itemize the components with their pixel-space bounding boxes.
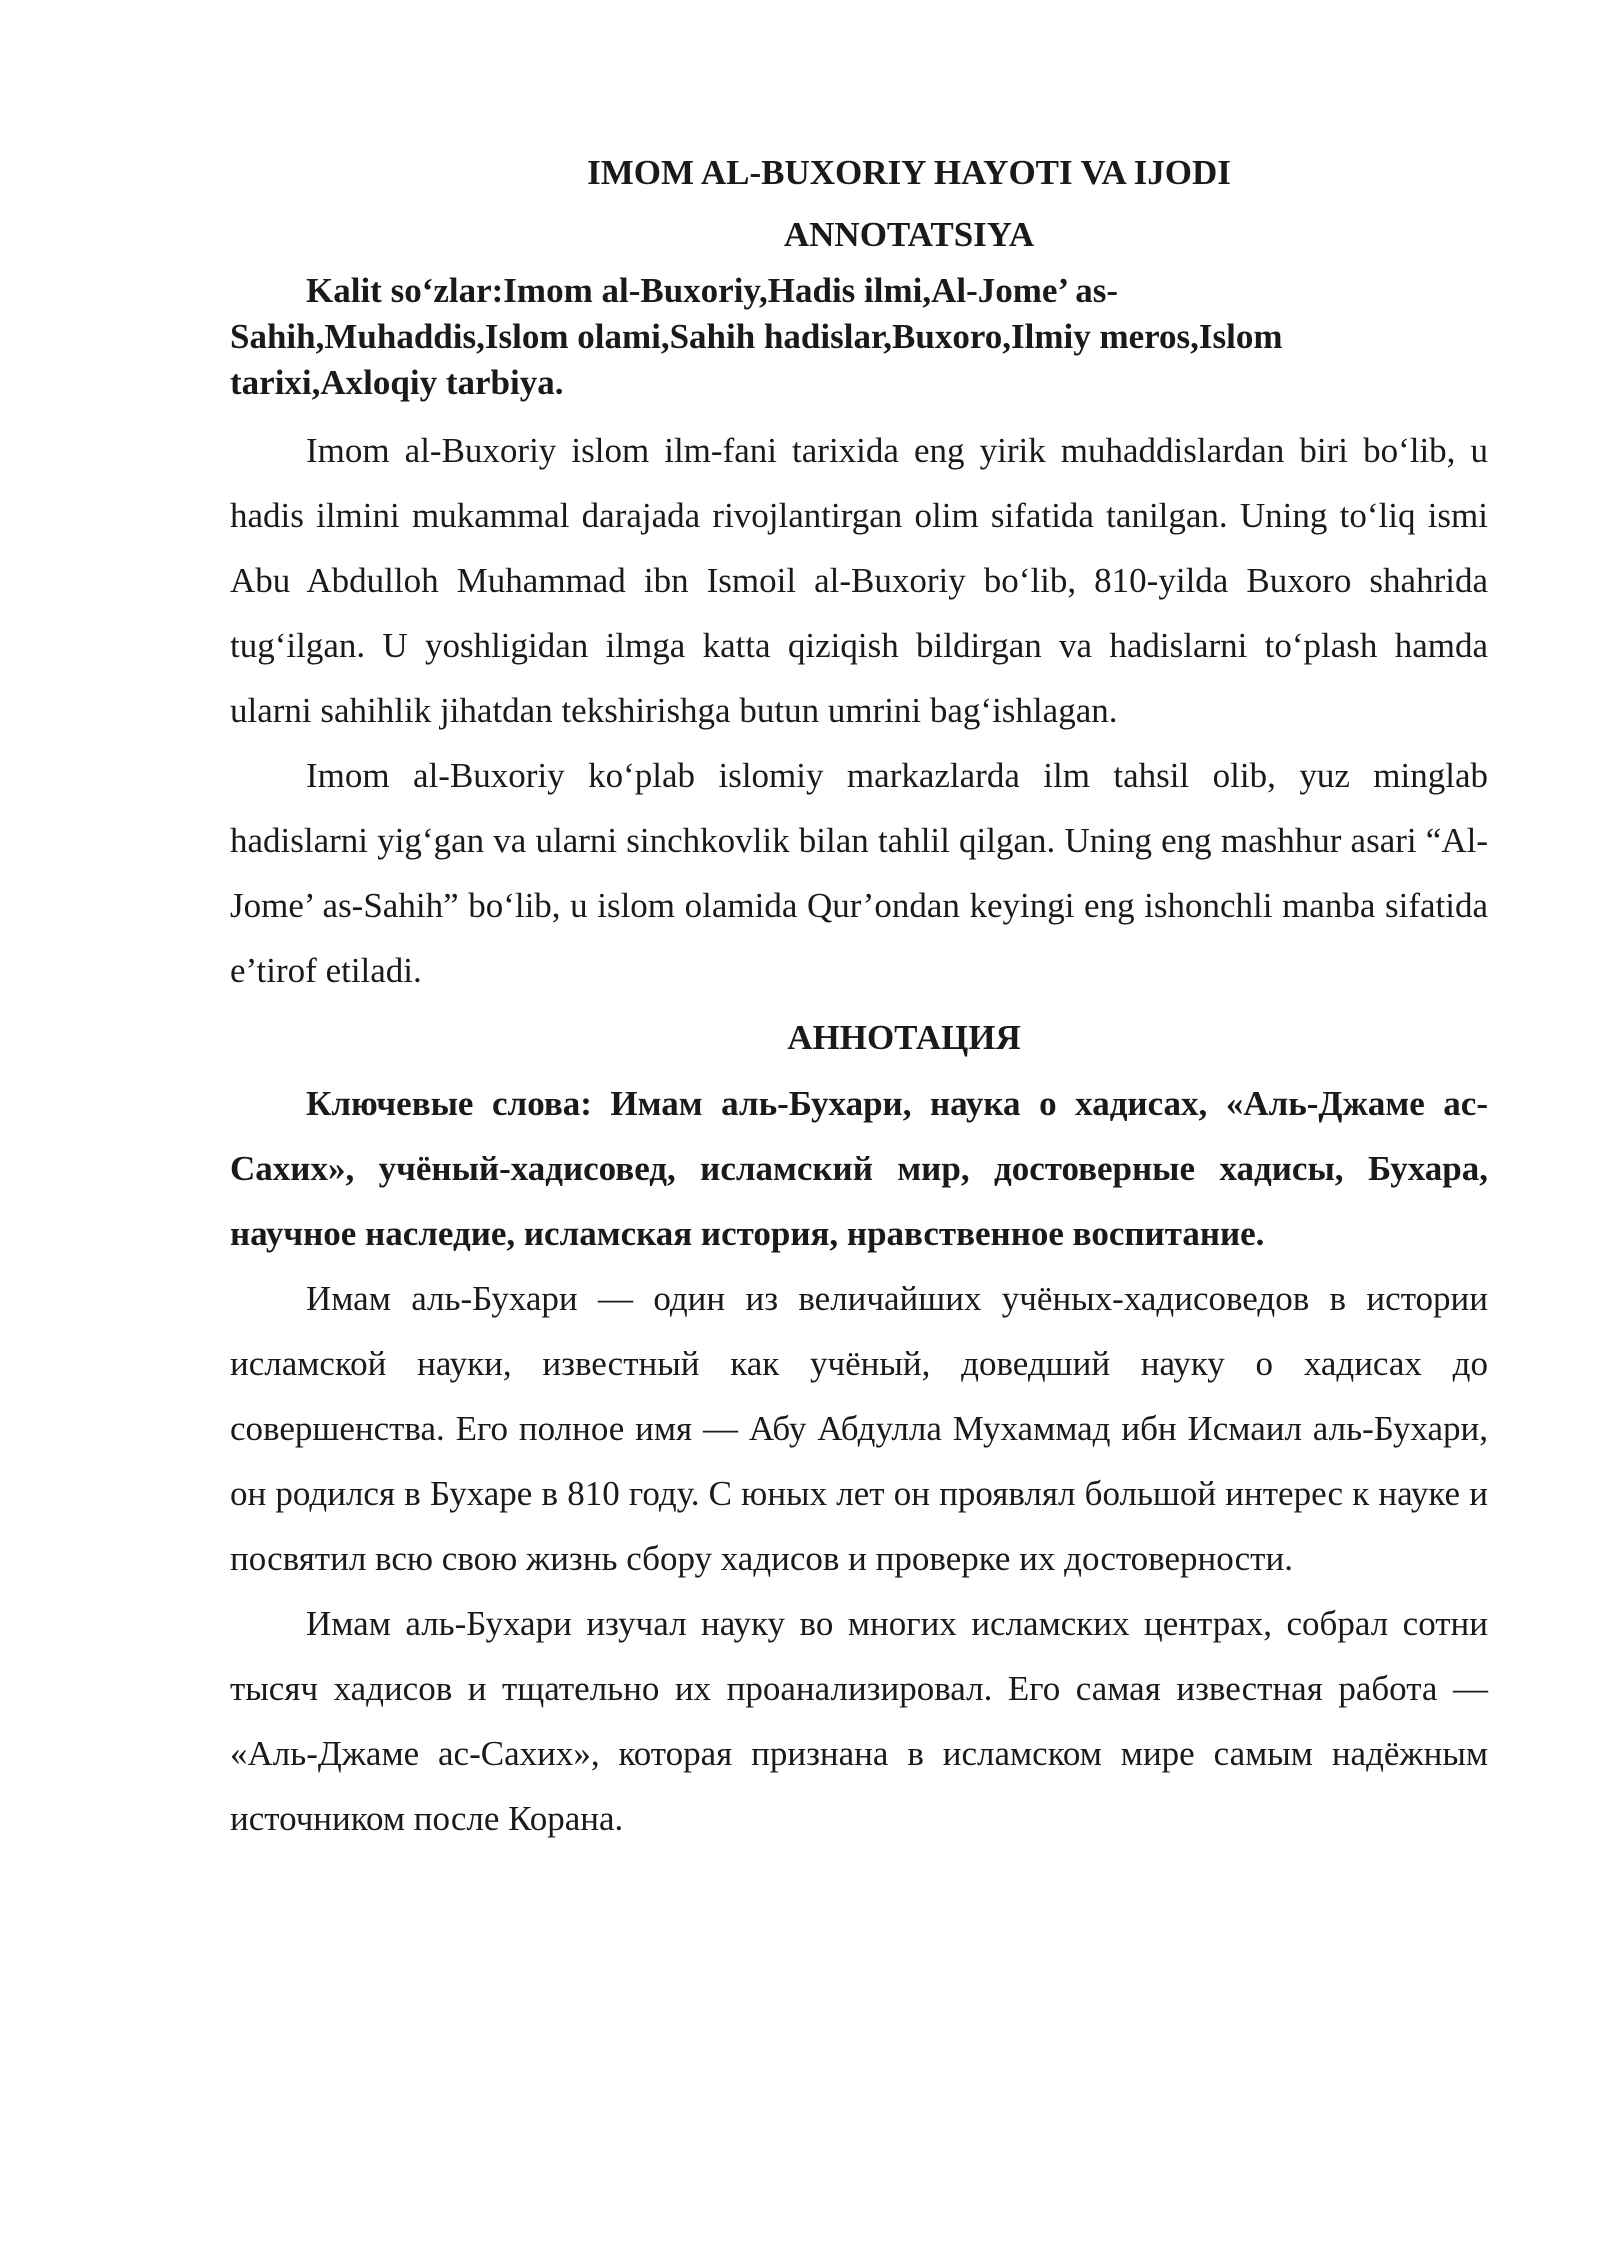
paragraph-uz-2: Imom al-Buxoriy ko‘plab islomiy markazlarda ilm tahsil olib, yuz minglab hadislarni yig‘gan va ularni sinchkovlik bilan tahlil qilgan. Uning eng mashhur asari “Al-Jome’ as-Sahih” bo‘lib, u islom olamida Qur’ondan keyingi eng ishonchli manba sifatida e’tirof etiladi. [230,756,1488,990]
paragraph-uz-1: Imom al-Buxoriy islom ilm-fani tarixida eng yirik muhaddislardan biri bo‘lib, u hadis ilmini mukammal darajada rivojlantirgan olim sifatida tanilgan. Uning to‘liq ismi Abu Abdulloh Muhammad ibn Ismoil al-Buxoriy bo‘lib, 810-yilda Buxoro shahrida tug‘ilgan. U yoshligidan ilmga katta qiziqish bildirgan va hadislarni to‘plash hamda ularni sahihlik jihatdan tekshirishga butun umrini bag‘ishlagan. [230,431,1488,730]
document-title: IMOM AL-BUXORIY HAYOTI VA IJODI [587,153,1231,192]
paragraph-ru-1: Имам аль-Бухари — один из величайших учёных-хадисоведов в истории исламской науки, известный как учёный, доведший науку о хадисах до совершенства. Его полное имя — Абу Абдулла Мухаммад ибн Исмаил аль-Бухари, он родился в Бухаре в 810 году. С юных лет он проявлял большой интерес к науке и посвятил всю свою жизнь сбору хадисов и проверке их достоверности. [230,1279,1488,1578]
paragraph-ru-2: Имам аль-Бухари изучал науку во многих исламских центрах, собрал сотни тысяч хадисов и тщательно их проанализировал. Его самая известная работа — «Аль-Джаме ас-Сахих», которая признана в исламском мире самым надёжным источником после Корана. [230,1604,1488,1838]
document-content [230,148,1488,1851]
annotation-uz-heading: ANNOTATSIYA [783,215,1035,254]
keywords-uz: Kalit so‘zlar:Imom al-Buxoriy,Hadis ilmi,Al-Jome’ as-Sahih,Muhaddis,Islom olami,Sahih hadislar,Buxoro,Ilmiy meros,Islom tarixi,Axloqiy tarbiya. [230,271,1283,402]
keywords-ru: Ключевые слова: Имам аль-Бухари, наука о хадисах, «Аль-Джаме ас-Сахих», учёный-хадисовед, исламский мир, достоверные хадисы, Бухара, научное наследие, исламская история, нравственное воспитание. [230,1084,1488,1253]
annotation-ru-heading: АННОТАЦИЯ [787,1018,1021,1057]
